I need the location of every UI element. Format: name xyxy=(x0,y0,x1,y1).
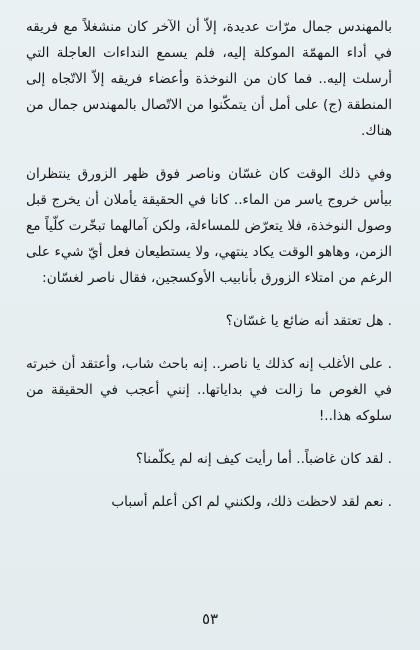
paragraph-2: وفي ذلك الوقت كان غسّان وناصر فوق ظهر الزورق ينتظران بيأس خروج ياسر من الماء.. كانا في الحقيقة يأملان أن يخرج قبل وصول النوخذة، فلا يتعرّض للمساءلة، ولكن آمالهما تبخّرت كلّياً مع الزمن، وهاهو الوقت يكاد ينتهي، ولا يستطيعان فعل أيّ شيء على الرغم من امتلاء الزورق بأنابيب الأوكسجين، فقال ناصر لغسّان: xyxy=(26,166,392,286)
body-text xyxy=(26,14,392,515)
dialogue-line-4: . نعم لقد لاحظت ذلك، ولكنني لم اكن أعلم أسباب xyxy=(111,494,392,510)
page-number: ٥٣ xyxy=(201,610,219,628)
dialogue-line-1: . هل تعتقد أنه ضائع يا غسّان؟ xyxy=(225,313,392,329)
dialogue-line-3: . لقد كان غاضباً.. أما رأيت كيف إنه لم يكلّمنا؟ xyxy=(135,451,392,467)
paragraph-1: بالمهندس جمال مرّات عديدة، إلاّ أن الآخر كان منشغلاً مع فريقه في أداء المهمّة الموكلة إليه، فلم يسمع النداءات العاجلة التي أرسلت إليه.. فما كان من النوخذة وأعضاء فريقه إلاّ الاتّجاه إلى المنطقة (ج) على أمل أن يتمكّنوا من الاتّصال بالمهندس جمال من هناك. xyxy=(26,19,392,139)
dialogue-line-2: . على الأغلب إنه كذلك يا ناصر.. إنه باحث شاب، وأعتقد أن خبرته في الغوص ما زالت في بداياتها.. إنني أعجب في الحقيقة من سلوكه هذا..! xyxy=(26,356,392,424)
